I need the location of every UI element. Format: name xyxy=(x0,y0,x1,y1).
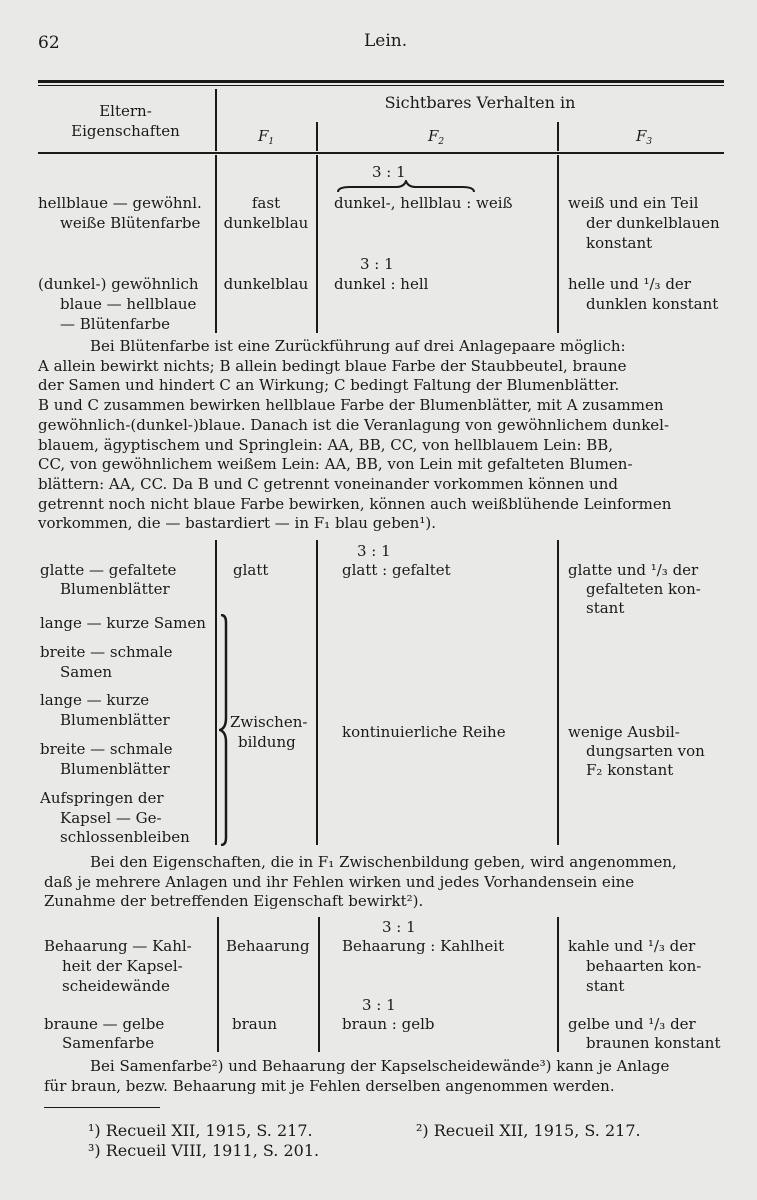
b3r2-f1: braun xyxy=(232,1015,278,1033)
para1-line: blättern: AA, CC. Da B und C getrennt voneinander vorkommen können und xyxy=(38,474,618,493)
para2-line: Zunahme der betreffenden Eigenschaft bewirkt²). xyxy=(44,892,424,911)
para1-line: Bei Blütenfarbe ist eine Zurückführung auf drei Anlagepaare möglich: xyxy=(90,337,626,355)
block3-divider-1 xyxy=(217,917,219,1052)
group-f3-1: wenige Ausbil- xyxy=(568,723,680,741)
b1r2-trait-1: (dunkel-) gewöhnlich xyxy=(38,275,199,293)
group-trait: Blumenblätter xyxy=(60,711,170,729)
b3r2-ratio: 3 : 1 xyxy=(362,996,396,1014)
group-trait: Aufspringen der xyxy=(40,789,164,807)
b2r1-f1: glatt xyxy=(233,561,269,579)
block1-divider-1 xyxy=(215,155,217,333)
b2r1-ratio: 3 : 1 xyxy=(357,542,391,560)
top-rule-thick xyxy=(38,80,724,83)
b3r2-trait-2: Samenfarbe xyxy=(62,1034,155,1052)
header-f2: $F_2$ xyxy=(428,127,445,147)
b1r1-f1-2: dunkelblau xyxy=(223,214,309,232)
b1r1-trait-1: hellblaue — gewöhnl. xyxy=(38,194,202,212)
group-f3-2: dungsarten von xyxy=(586,742,705,760)
para1-line: der Samen und hindert C an Wirkung; C bedingt Faltung der Blumenblätter. xyxy=(38,376,620,395)
b1r2-trait-3: — Blütenfarbe xyxy=(60,315,170,333)
para3-line: für braun, bezw. Behaarung mit je Fehlen derselben angenommen werden. xyxy=(44,1076,615,1095)
b3r2-f3-2: braunen konstant xyxy=(586,1034,721,1052)
para1-line: blauem, ägyptischem und Springlein: AA, BB, CC, von hellblauem Lein: BB, xyxy=(38,435,614,454)
group-trait: Blumenblätter xyxy=(60,760,170,778)
b3r1-trait-2: heit der Kapsel- xyxy=(62,957,183,975)
b2r1-f2: glatt : gefaltet xyxy=(342,561,451,579)
group-f1-1: Zwischen- xyxy=(230,713,308,731)
b3r2-f3-1: gelbe und ¹/₃ der xyxy=(568,1015,696,1033)
b1r1-f3-2: der dunkelblauen xyxy=(586,214,720,232)
group-trait: lange — kurze Samen xyxy=(40,614,206,632)
para1-line: getrennt noch nicht blaue Farbe bewirken, können auch weißblühende Leinformen xyxy=(38,494,672,513)
b1r1-f3-3: konstant xyxy=(586,234,653,252)
group-f3-3: F₂ konstant xyxy=(586,761,674,779)
header-visible-behavior: Sichtbares Verhalten in xyxy=(384,93,576,112)
header-f3: $F_3$ xyxy=(636,127,653,147)
para1-line: CC, von gewöhnlichem weißem Lein: AA, BB, von Lein mit gefalteten Blumen- xyxy=(38,455,633,474)
b3r2-trait-1: braune — gelbe xyxy=(44,1015,165,1033)
b1r2-trait-2: blaue — hellblaue xyxy=(60,295,197,313)
group-f2: kontinuierliche Reihe xyxy=(342,723,506,741)
group-trait: breite — schmale xyxy=(40,643,173,661)
top-rule-thin xyxy=(38,85,724,86)
b1r1-f2: dunkel-, hellblau : weiß xyxy=(334,194,513,212)
footnote-rule xyxy=(44,1107,160,1108)
header-divider-1 xyxy=(215,89,217,151)
b3r1-f3-1: kahle und ¹/₃ der xyxy=(568,937,696,955)
header-divider-3 xyxy=(557,122,559,151)
block2-divider-3 xyxy=(557,540,559,845)
b2r1-f3-2: gefalteten kon- xyxy=(586,580,701,598)
page-number: 62 xyxy=(38,33,60,53)
b2r1-f3-1: glatte und ¹/₃ der xyxy=(568,561,699,579)
header-divider-2 xyxy=(316,122,318,151)
b1r1-trait-2: weiße Blütenfarbe xyxy=(60,214,201,232)
block3-divider-2 xyxy=(318,917,320,1052)
group-trait: schlossenbleiben xyxy=(60,828,190,846)
block1-divider-3 xyxy=(557,155,559,333)
b1r1-ratio: 3 : 1 xyxy=(372,163,406,181)
header-parent-traits-1: Eltern- xyxy=(99,102,152,120)
group-trait: breite — schmale xyxy=(40,740,173,758)
b3r2-f2: braun : gelb xyxy=(342,1015,435,1033)
b3r1-ratio: 3 : 1 xyxy=(382,918,416,936)
para3-line: Bei Samenfarbe²) und Behaarung der Kapselscheidewände³) kann je Anlage xyxy=(90,1057,670,1075)
b3r1-f2: Behaarung : Kahlheit xyxy=(342,937,505,955)
b1r2-ratio: 3 : 1 xyxy=(360,255,394,273)
footnote-1: ¹) Recueil XII, 1915, S. 217. xyxy=(88,1121,313,1140)
b2r1-trait-1: glatte — gefaltete xyxy=(40,561,177,579)
header-rule xyxy=(38,152,724,154)
b3r1-f3-3: stant xyxy=(586,977,625,995)
b3r1-trait-3: scheidewände xyxy=(62,977,170,995)
b3r1-f3-2: behaarten kon- xyxy=(586,957,702,975)
header-f1: $F_1$ xyxy=(258,127,275,147)
block3-divider-3 xyxy=(557,917,559,1052)
b2r1-trait-2: Blumenblätter xyxy=(60,580,170,598)
b1r2-f2: dunkel : hell xyxy=(334,275,429,293)
footnote-2: ²) Recueil XII, 1915, S. 217. xyxy=(416,1121,641,1140)
para1-line: vorkommen, die — bastardiert — in F₁ blau geben¹). xyxy=(38,514,436,533)
para1-line: gewöhnlich-(dunkel-)blaue. Danach ist die Veranlagung von gewöhnlichem dunkel- xyxy=(38,415,670,434)
running-head: Lein. xyxy=(364,31,408,51)
para2-line: Bei den Eigenschaften, die in F₁ Zwischenbildung geben, wird angenommen, xyxy=(90,853,677,871)
para2-line: daß je mehrere Anlagen und ihr Fehlen wirken und jedes Vorhandensein eine xyxy=(44,872,635,891)
footnote-3: ³) Recueil VIII, 1911, S. 201. xyxy=(88,1141,320,1160)
b1r1-f1-1: fast xyxy=(251,194,281,212)
paragraph-2 xyxy=(44,853,728,912)
group-trait: Samen xyxy=(60,663,112,681)
block2-divider-2 xyxy=(316,540,318,845)
b1r1-f3-1: weiß und ein Teil xyxy=(568,194,699,212)
b1r2-f3-2: dunklen konstant xyxy=(586,295,719,313)
para1-line: B und C zusammen bewirken hellblaue Farbe der Blumenblätter, mit A zusammen xyxy=(38,396,664,415)
group-trait: lange — kurze xyxy=(40,691,150,709)
b1r1-brace xyxy=(336,180,476,194)
b2r1-f3-3: stant xyxy=(586,599,625,617)
block2-divider-1 xyxy=(215,540,217,845)
group-trait: Kapsel — Ge- xyxy=(60,809,162,827)
group-f1-2: bildung xyxy=(238,733,296,751)
header-parent-traits-2: Eigenschaften xyxy=(71,122,180,140)
b3r1-trait-1: Behaarung — Kahl- xyxy=(44,937,192,955)
b3r1-f1: Behaarung xyxy=(226,937,310,955)
block1-divider-2 xyxy=(316,155,318,333)
para1-line: A allein bewirkt nichts; B allein bedingt blaue Farbe der Staubbeutel, braune xyxy=(38,356,627,375)
paragraph-1 xyxy=(38,337,728,534)
b1r2-f1: dunkelblau xyxy=(223,275,309,293)
b1r2-f3-1: helle und ¹/₃ der xyxy=(568,275,691,293)
paragraph-3 xyxy=(44,1057,728,1096)
